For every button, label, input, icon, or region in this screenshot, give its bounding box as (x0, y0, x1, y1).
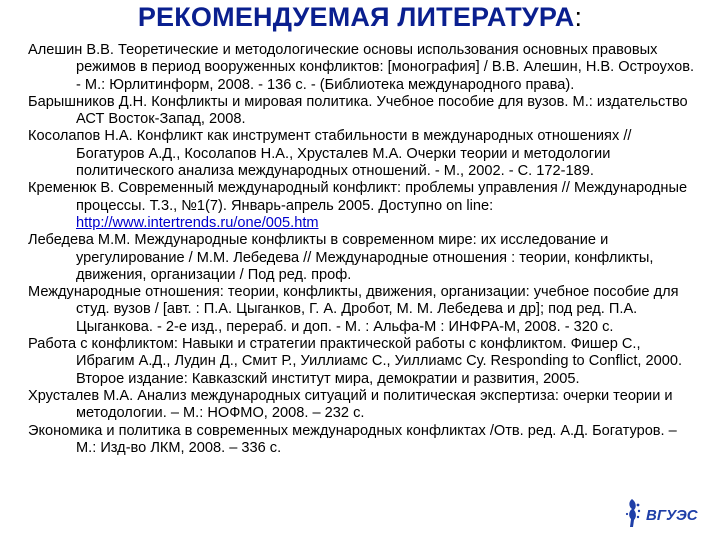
reference-text: Кременюк В. Современный международный конфликт: проблемы управления // Международные процессы. Т.3., №1(7). Январь-апрель 2005. Доступно on line: (28, 180, 688, 214)
reference-text: Косолапов Н.А. Конфликт как инструмент стабильности в международных отношениях // Богатуров А.Д., Косолапов Н.А., Хрусталев М.А. Очерки теории и методологии политического анализа международных отношений. - М., 2002. - С. 172-189. (28, 128, 632, 180)
reference-text: Работа с конфликтом: Навыки и стратегии практической работы с конфликтом. Фишер С., Ибрагим А.Д., Лудин Д., Смит Р., Уиллиамс С., Уиллиамс Су. Responding to Conflict, 2000. Второе издание: Кавказский институт мира, демократии и развития, 2005. (28, 336, 683, 387)
reference-item (28, 42, 696, 94)
reference-item (28, 423, 696, 458)
title-text: РЕКОМЕНДУЕМАЯ ЛИТЕРАТУРА (137, 2, 575, 32)
page-title (0, 2, 720, 33)
reference-item (28, 180, 696, 232)
reference-text: Международные отношения: теории, конфликты, движения, организации: учебное пособие для студ. вузов / [авт. : П.А. Цыганков, Г. А. Дробот, М. М. Лебедева и др]; под ред. П.А. Цыганкова. - 2-е изд., перераб. и доп. - М. : Альфа-М : ИНФРА-М, 2008. - 320 с. (28, 284, 679, 335)
reference-item (28, 94, 696, 129)
reference-item (28, 336, 696, 388)
title-colon: : (574, 2, 583, 32)
reference-list (28, 42, 696, 457)
reference-item (28, 232, 696, 284)
reference-text: Лебедева М.М. Международные конфликты в современном мире: их исследование и урегулирование / М.М. Лебедева // Международные отношения : теории, конфликты, движения, организации / Под ред. проф. (28, 232, 654, 283)
logo-text: ВГУЭС (646, 507, 698, 524)
reference-item (28, 388, 696, 423)
university-logo (622, 496, 704, 530)
reference-item (28, 128, 696, 180)
reference-text: Экономика и политика в современных международных конфликтах /Отв. ред. А.Д. Богатуров. – М.: Изд-во ЛКМ, 2008. – 336 с. (28, 422, 677, 456)
reference-text: Алешин В.В. Теоретические и методологические основы использования основных правовых режимов в период вооруженных конфликтов: [монография] / В.В. Алешин, Н.В. Остроухов. - М.: Юрлитинформ, 2008. - 136 с. - (Библиотека международного права). (28, 42, 695, 93)
reference-text: Барышников Д.Н. Конфликты и мировая политика. Учебное пособие для вузов. М.: издательство АСТ Восток-Запад, 2008. (28, 93, 688, 128)
reference-text: Хрусталев М.А. Анализ международных ситуаций и политическая экспертиза: очерки теории и методологии. – М.: НОФМО, 2008. – 232 с. (28, 387, 673, 422)
reference-link[interactable]: http://www.intertrends.ru/one/005.htm (76, 214, 319, 231)
reference-item (28, 284, 696, 336)
